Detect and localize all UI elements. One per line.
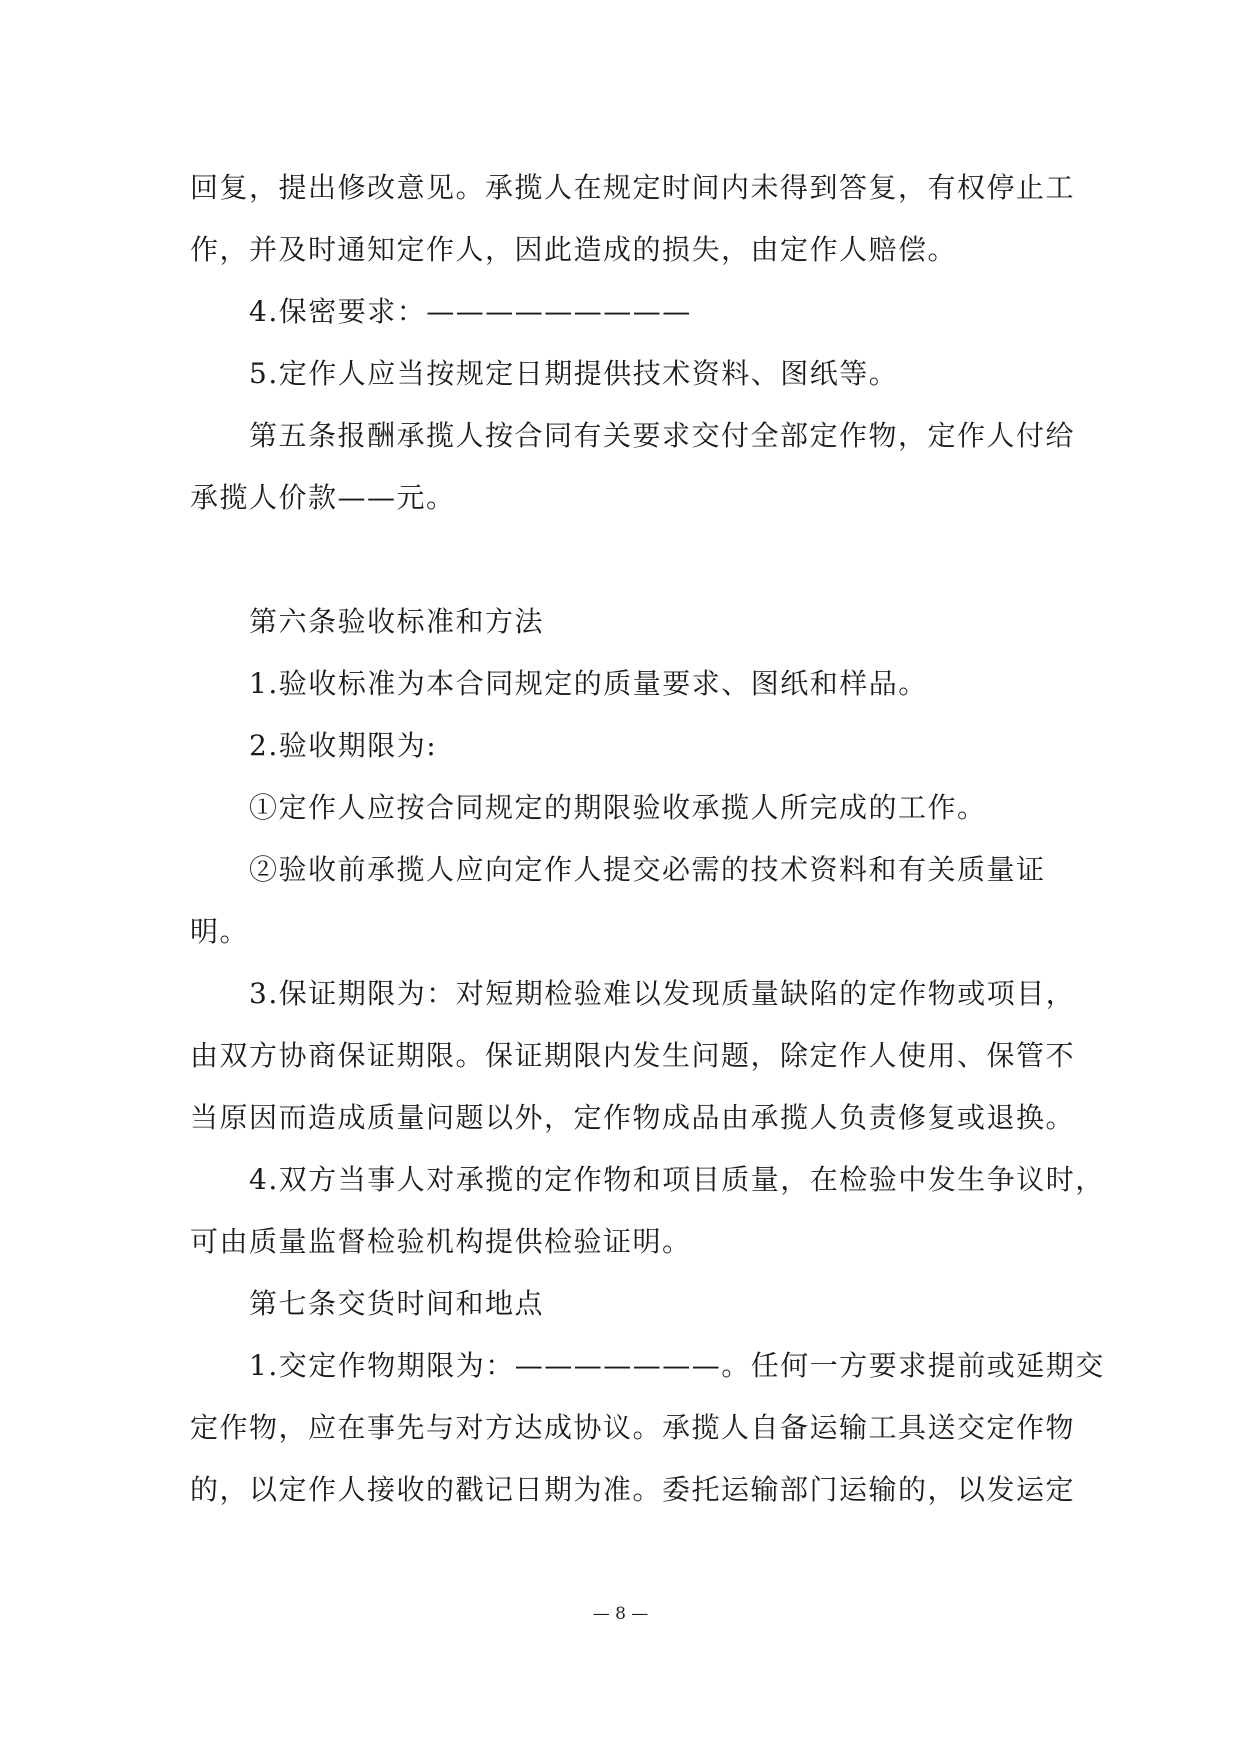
text-line: 回复，提出修改意见。承揽人在规定时间内未得到答复，有权停止工 xyxy=(190,171,1076,204)
text-line: 作，并及时通知定作人，因此造成的损失，由定作人赔偿。 xyxy=(190,233,958,266)
section-heading: 第七条交货时间和地点 xyxy=(190,1287,545,1320)
text-line: 3.保证期限为：对短期检验难以发现质量缺陷的定作物或项目， xyxy=(190,977,1076,1010)
text-line: 当原因而造成质量问题以外，定作物成品由承揽人负责修复或退换。 xyxy=(190,1101,1076,1134)
text-line: 明。 xyxy=(190,915,250,948)
text-line: 4.双方当事人对承揽的定作物和项目质量，在检验中发生争议时， xyxy=(190,1163,1105,1196)
section-heading: 第六条验收标准和方法 xyxy=(190,605,545,638)
text-line: 1.交定作物期限为：———————。任何一方要求提前或延期交 xyxy=(190,1349,1105,1382)
text-line: 5.定作人应当按规定日期提供技术资料、图纸等。 xyxy=(190,357,899,390)
text-line: 的，以定作人接收的戳记日期为准。委托运输部门运输的，以发运定 xyxy=(190,1473,1076,1506)
page-number: — 8 — xyxy=(592,1604,649,1624)
text-line: ①定作人应按合同规定的期限验收承揽人所完成的工作。 xyxy=(190,791,987,824)
text-line: ②验收前承揽人应向定作人提交必需的技术资料和有关质量证 xyxy=(190,853,1046,886)
document-body xyxy=(190,157,1105,1521)
text-line: 2.验收期限为: xyxy=(190,729,438,762)
text-line: 由双方协商保证期限。保证期限内发生问题，除定作人使用、保管不 xyxy=(190,1039,1076,1072)
text-line: 定作物，应在事先与对方达成协议。承揽人自备运输工具送交定作物 xyxy=(190,1411,1076,1444)
text-line: 4.保密要求：————————— xyxy=(190,295,692,328)
blank-line xyxy=(190,529,1052,591)
text-line: 1.验收标准为本合同规定的质量要求、图纸和样品。 xyxy=(190,667,928,700)
text-line: 可由质量监督检验机构提供检验证明。 xyxy=(190,1225,692,1258)
text-line: 承揽人价款——元。 xyxy=(190,481,456,514)
text-line: 第五条报酬承揽人按合同有关要求交付全部定作物，定作人付给 xyxy=(190,419,1076,452)
